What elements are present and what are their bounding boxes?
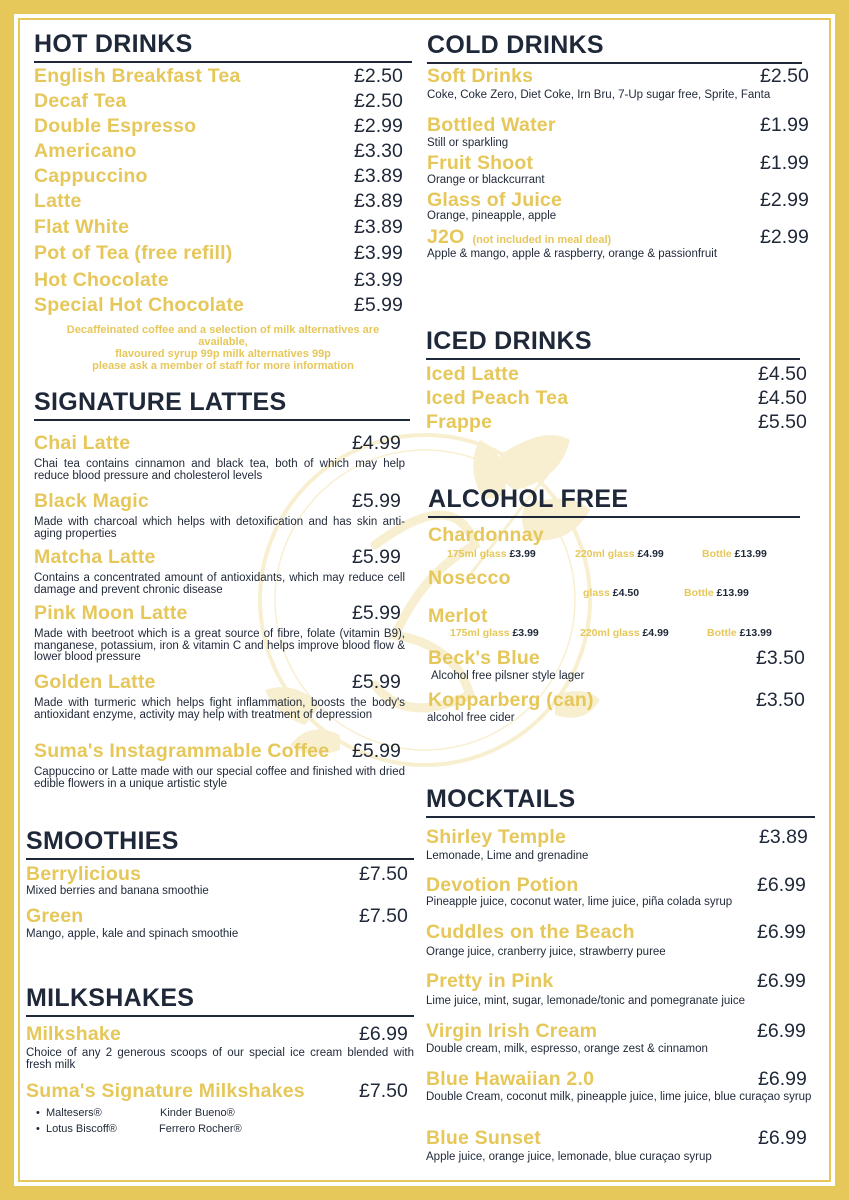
note-line: flavoured syrup 99p milk alternatives 99p [115,348,331,360]
item-name: Decaf Tea [34,90,127,112]
section-title: SIGNATURE LATTES [34,387,410,421]
section-title: MOCKTAILS [426,784,815,818]
item-price: £1.99 [760,114,809,136]
option-label: 220ml glass [580,627,640,639]
item-name: Beck's Blue [428,647,540,669]
item-name: Merlot [428,605,488,627]
meal-deal-note: (not included in meal deal) [472,234,612,246]
item-price: £5.99 [352,546,401,568]
option-label: Bottle [684,587,714,599]
option-label: 175ml glass [450,627,510,639]
item-description: Cappuccino or Latte made with our special coffee and finished with dried edible flowers in a unique artistic style [34,766,405,790]
note-line: available, [198,336,248,348]
hot-drinks-note [34,324,412,372]
item-name: Suma's Signature Milkshakes [26,1080,305,1102]
item-price: £6.99 [758,1127,807,1149]
option-price: £4.50 [612,587,640,599]
option-label: Bottle [702,548,732,560]
item-price: £6.99 [757,1020,806,1042]
section-title: ICED DRINKS [426,326,800,360]
item-description: Orange or blackcurrant [427,174,545,186]
item-price: £7.50 [359,1080,408,1102]
item-name: Pretty in Pink [426,970,554,992]
item-name: Iced Latte [426,363,520,385]
item-name: Special Hot Chocolate [34,294,245,316]
cold-drinks-section [427,30,809,260]
item-description: Mixed berries and banana smoothie [26,885,209,897]
item-description: Coke, Coke Zero, Diet Coke, Irn Bru, 7-Up sugar free, Sprite, Fanta [427,89,771,101]
item-price: £5.50 [758,411,807,433]
option-price: £13.99 [734,548,767,560]
flavour-label: Maltesers® [45,1107,102,1119]
hot-drinks-section [34,29,412,372]
item-description: Contains a concentrated amount of antioxidants, which may reduce cell damage and prevent chronic disease [34,572,405,596]
item-price: £5.99 [352,671,401,693]
item-description: Double cream, milk, espresso, orange zest & cinnamon [426,1043,708,1055]
price-option [702,548,767,560]
item-name: Double Espresso [34,115,197,137]
option-price: £3.99 [512,627,539,639]
item-description: Apple juice, orange juice, lemonade, blue curaçao syrup [426,1151,712,1163]
item-description: Chai tea contains cinnamon and black tea, both of which may help reduce blood pressure and cholesterol levels [34,458,405,482]
item-name: Frappe [426,411,493,433]
item-name-text: J2O [427,226,465,248]
item-price: £5.99 [352,490,401,512]
item-description: Made with beetroot which is a great source of fibre, folate (vitamin B9), manganese, potassium, iron & vitamin C and helps improve blood flow & lower blood pressure [34,628,405,663]
option-label: Bottle [707,627,737,639]
item-price: £3.30 [354,140,403,162]
item-name: Blue Hawaiian 2.0 [426,1068,595,1090]
flavour-item [159,1123,242,1135]
option-price: £13.99 [739,627,772,639]
section-title: MILKSHAKES [26,983,414,1017]
item-name: English Breakfast Tea [34,65,241,87]
item-name: Green [26,905,84,927]
item-price: £1.99 [760,152,809,174]
item-name: Chardonnay [428,524,544,546]
item-description: Choice of any 2 generous scoops of our special ice cream blended with fresh milk [26,1047,414,1071]
item-description: Orange, pineapple, apple [427,210,557,222]
price-option [575,548,664,560]
item-name: Americano [34,140,137,162]
item-description: Still or sparkling [427,137,509,149]
item-price: £6.99 [757,874,806,896]
item-name: Devotion Potion [426,874,579,896]
item-price: £7.50 [359,863,408,885]
iced-drinks-section [426,326,807,433]
item-price: £5.99 [354,294,403,316]
item-price: £5.99 [352,602,401,624]
item-description: Double Cream, coconut milk, pineapple juice, lime juice, blue curaçao syrup [426,1091,812,1103]
item-name: Cuddles on the Beach [426,921,635,943]
item-name: Milkshake [26,1023,122,1045]
item-name: Glass of Juice [427,189,563,211]
section-title: SMOOTHIES [26,826,414,860]
item-price: £2.50 [354,65,403,87]
item-price: £4.99 [352,432,401,454]
item-name: Hot Chocolate [34,269,169,291]
flavour-item: • Lotus Biscoff® [36,1123,117,1135]
price-option [447,548,536,560]
item-price: £6.99 [757,921,806,943]
item-name: Shirley Temple [426,826,567,848]
flavour-label: Ferrero Rocher® [159,1123,242,1135]
item-price: £6.99 [758,1068,807,1090]
item-name: Kopparberg (can) [428,689,594,711]
item-price: £3.50 [756,647,805,669]
item-price: £5.99 [352,740,401,762]
item-price: £6.99 [757,970,806,992]
item-price: £3.99 [354,269,403,291]
item-name: Virgin Irish Cream [426,1020,598,1042]
item-description: Made with turmeric which helps fight inflammation, boosts the body's antioxidant enzyme, activity may help with treatment of depression [34,697,405,721]
mocktails-section [426,784,815,1163]
option-price: £13.99 [716,587,749,599]
item-price: £2.99 [760,226,809,248]
item-price: £4.50 [758,387,807,409]
item-price: £3.89 [354,216,403,238]
item-description: Lemonade, Lime and grenadine [426,850,589,862]
item-price: £3.89 [354,165,403,187]
item-price: £4.50 [758,363,807,385]
item-name: Iced Peach Tea [426,387,569,409]
item-description: Pineapple juice, coconut water, lime juice, piña colada syrup [426,896,733,908]
item-price: £2.99 [354,115,403,137]
price-option [684,587,749,599]
item-description: alcohol free cider [427,712,515,724]
option-label: glass [583,587,610,599]
item-description: Apple & mango, apple & raspberry, orange & passionfruit [427,248,718,260]
note-line: Decaffeinated coffee and a selection of milk alternatives are [66,324,380,336]
item-description: Alcohol free pilsner style lager [431,670,585,682]
flavour-item [160,1107,235,1119]
price-option [583,587,639,599]
note-line: please ask a member of staff for more information [92,360,354,372]
item-price: £3.50 [756,689,805,711]
item-name: Blue Sunset [426,1127,541,1149]
item-name: Golden Latte [34,671,156,693]
item-name: Pot of Tea (free refill) [34,242,233,264]
item-name: Fruit Shoot [427,152,534,174]
item-name: Latte [34,190,82,212]
item-price: £7.50 [359,905,408,927]
item-price: £3.89 [354,190,403,212]
section-title: COLD DRINKS [427,30,802,64]
item-name: Flat White [34,216,130,238]
option-label: 220ml glass [575,548,635,560]
option-price: £4.99 [637,548,664,560]
item-price: £2.50 [354,90,403,112]
item-name: Suma's Instagrammable Coffee [34,740,330,762]
item-description: Orange juice, cranberry juice, strawberry puree [426,946,666,958]
item-description: Lime juice, mint, sugar, lemonade/tonic and pomegranate juice [426,995,745,1007]
price-option [450,627,539,639]
item-name: Berrylicious [26,863,142,885]
item-description: Made with charcoal which helps with detoxification and has skin anti-aging properties [34,516,405,540]
item-price: £6.99 [359,1023,408,1045]
option-price: £3.99 [509,548,536,560]
signature-lattes-section [34,387,410,790]
item-name [427,226,611,249]
item-price: £2.50 [760,65,809,87]
section-title: HOT DRINKS [34,29,412,63]
item-name: Bottled Water [427,114,556,136]
price-option [707,627,772,639]
item-name: Black Magic [34,490,149,512]
flavour-label: Lotus Biscoff® [45,1123,117,1135]
milkshakes-section [26,983,414,1135]
flavour-label: Kinder Bueno® [160,1107,235,1119]
item-price: £2.99 [760,189,809,211]
item-name: Soft Drinks [427,65,534,87]
flavour-item: • Maltesers® [36,1107,102,1119]
item-name: Chai Latte [34,432,131,454]
price-option [580,627,669,639]
alcohol-free-section [427,484,808,724]
section-title: ALCOHOL FREE [428,484,800,518]
option-label: 175ml glass [447,548,507,560]
item-price: £3.89 [759,826,808,848]
item-name: Nosecco [428,567,511,589]
item-price: £3.99 [354,242,403,264]
option-price: £4.99 [642,627,669,639]
smoothies-section [26,826,414,940]
item-name: Matcha Latte [34,546,156,568]
item-name: Pink Moon Latte [34,602,188,624]
item-name: Cappuccino [34,165,148,187]
item-description: Mango, apple, kale and spinach smoothie [26,928,239,940]
